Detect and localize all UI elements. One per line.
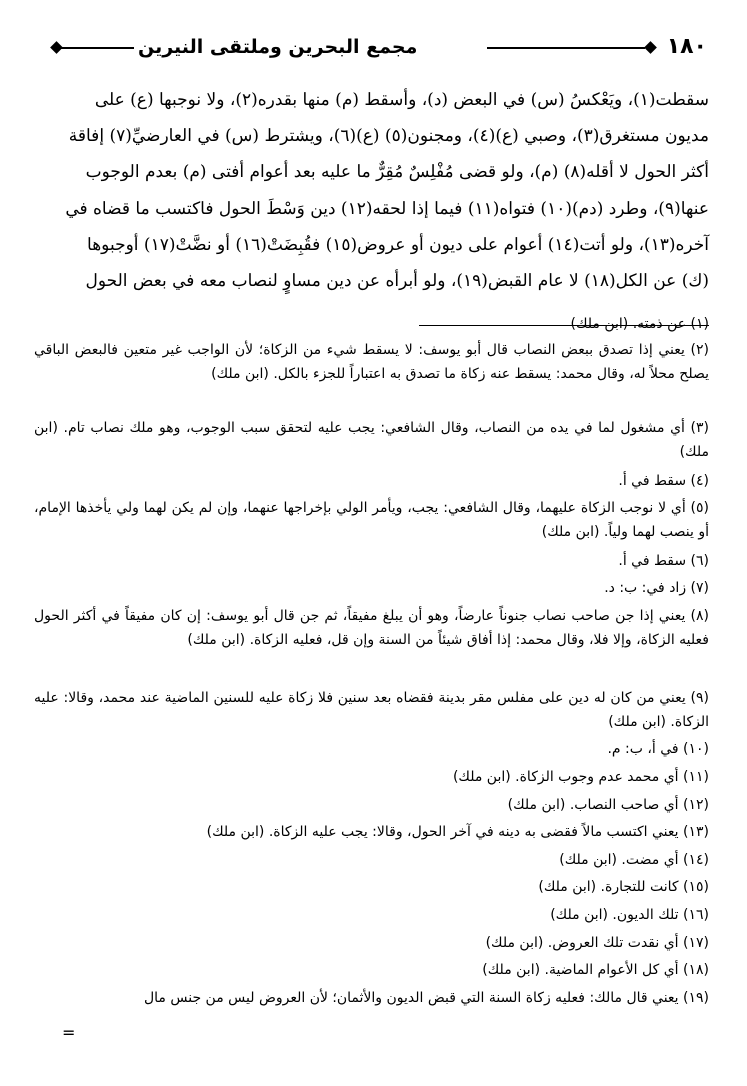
diamond-ornament-icon [50,41,63,54]
page-header [38,32,707,64]
page-number: ١٨٠ [666,34,707,59]
footnote: (١٠) في أ، ب: م. [607,741,709,757]
footnote: (١٧) أي نقدت تلك العروض. (ابن ملك) [485,935,709,951]
footnote: (١١) أي محمد عدم وجوب الزكاة. (ابن ملك) [452,769,709,785]
footnote: (٨) يعني إذا جن صاحب نصاب جنوناً عارضاً، وهو أن يبلغ مفيقاً، ثم جن قال أبو يوسف: إن كان مفيقاً في أكثر الحول فعليه الزكاة، وإلا فلا، وقال محمد: إذا أفاق شيئاً من السنة وإن قل، فعليه الزكاة. (ابن ملك) [34,608,709,649]
footnote: (١٩) يعني قال مالك: فعليه زكاة السنة التي قبض الديون والأثمان؛ لأن العروض ليس من جنس مال [143,990,709,1006]
text-line: آخره(١٣)، ولو أتت(١٤) أعوام على ديون أو عروض(١٥) فقُبِضَتْ(١٦) أو نضَّتْ(١٧) أوجبوها [87,234,709,255]
footnote: (٦) سقط في أ. [618,553,709,569]
text-line: أكثر الحول لا أقله(٨) (م)، ولو قضى مُفْلِسٌ مُقِرٌّ ما عليه بعد أعوام أفتى (م) بعدم الوجوب [85,162,709,183]
header-rule [56,47,134,49]
footnote: (١٢) أي صاحب النصاب. (ابن ملك) [507,797,709,813]
footnote: (٥) أي لا نوجب الزكاة عليهما، وقال الشافعي: يجب، ويأمر الولي بإخراجها عنهما، وإن لم يكن لهما ولي يأخذها الإمام، أو ينصب لهما ولياً. (ابن ملك) [34,500,709,541]
footnote: (١) عن ذمته. (ابن ملك) [570,316,709,332]
footnote: (٣) أي مشغول لما في يده من النصاب، وقال الشافعي: يجب عليه لتحقق سبب الوجوب، وهو ملك نصاب تام. (ابن ملك) [34,420,709,461]
footnote: (١٦) تلك الديون. (ابن ملك) [550,907,709,923]
main-text [34,82,709,299]
book-title: مجمع البحرين وملتقى النيرين [138,36,418,58]
continuation-mark: = [62,1023,76,1042]
footnote: (١٥) كانت للتجارة. (ابن ملك) [538,879,709,895]
footnote: (٢) يعني إذا تصدق ببعض النصاب قال أبو يوسف: لا يسقط شيء من الزكاة؛ لأن الواجب غير متعين فالبعض الباقي يصلح محلاً له، وقال محمد: يسقط عنه زكاة ما تصدق به اعتباراً للجزء بالكل. (ابن ملك) [34,342,709,383]
text-line: (ك) عن الكل(١٨) لا عام القبض(١٩)، ولو أبرأه عن دين مساوٍ لنصاب معه في بعض الحول [85,271,709,292]
text-line: عنها(٩)، وطرد (دم)(١٠) فتواه(١١) فيما إذا لحقه(١٢) دين وَسْطَ الحول فاكتسب ما قضاه في [65,198,709,219]
diamond-ornament-icon [644,41,657,54]
footnote: (٧) زاد في: ب: د. [604,580,709,596]
text-line: مديون مستغرق(٣)، وصبي (ع)(٤)، ومجنون(٥) (ع)(٦)، ويشترط (س) في العارضيِّ(٧) إفاقة [68,126,709,147]
footnote: (١٤) أي مضت. (ابن ملك) [559,852,709,868]
header-rule [487,47,645,49]
text-line: سقطت(١)، ويَعْكسُ (س) في البعض (د)، وأسقط (م) منها بقدره(٢)، ولا نوجبها (ع) على [94,90,709,110]
footnote: (٩) يعني من كان له دين على مفلس مقر بدينة فقضاه بعد سنين فلا زكاة عليه للسنين الماضية عند محمد، وقالا: عليه الزكاة. (ابن ملك) [34,690,709,731]
footnote: (١٨) أي كل الأعوام الماضية. (ابن ملك) [482,962,709,978]
footnote: (١٣) يعني اكتسب مالاً فقضى به دينه في آخر الحول، وقالا: يجب عليه الزكاة. (ابن ملك) [206,824,709,840]
footnote: (٤) سقط في أ. [618,473,709,489]
